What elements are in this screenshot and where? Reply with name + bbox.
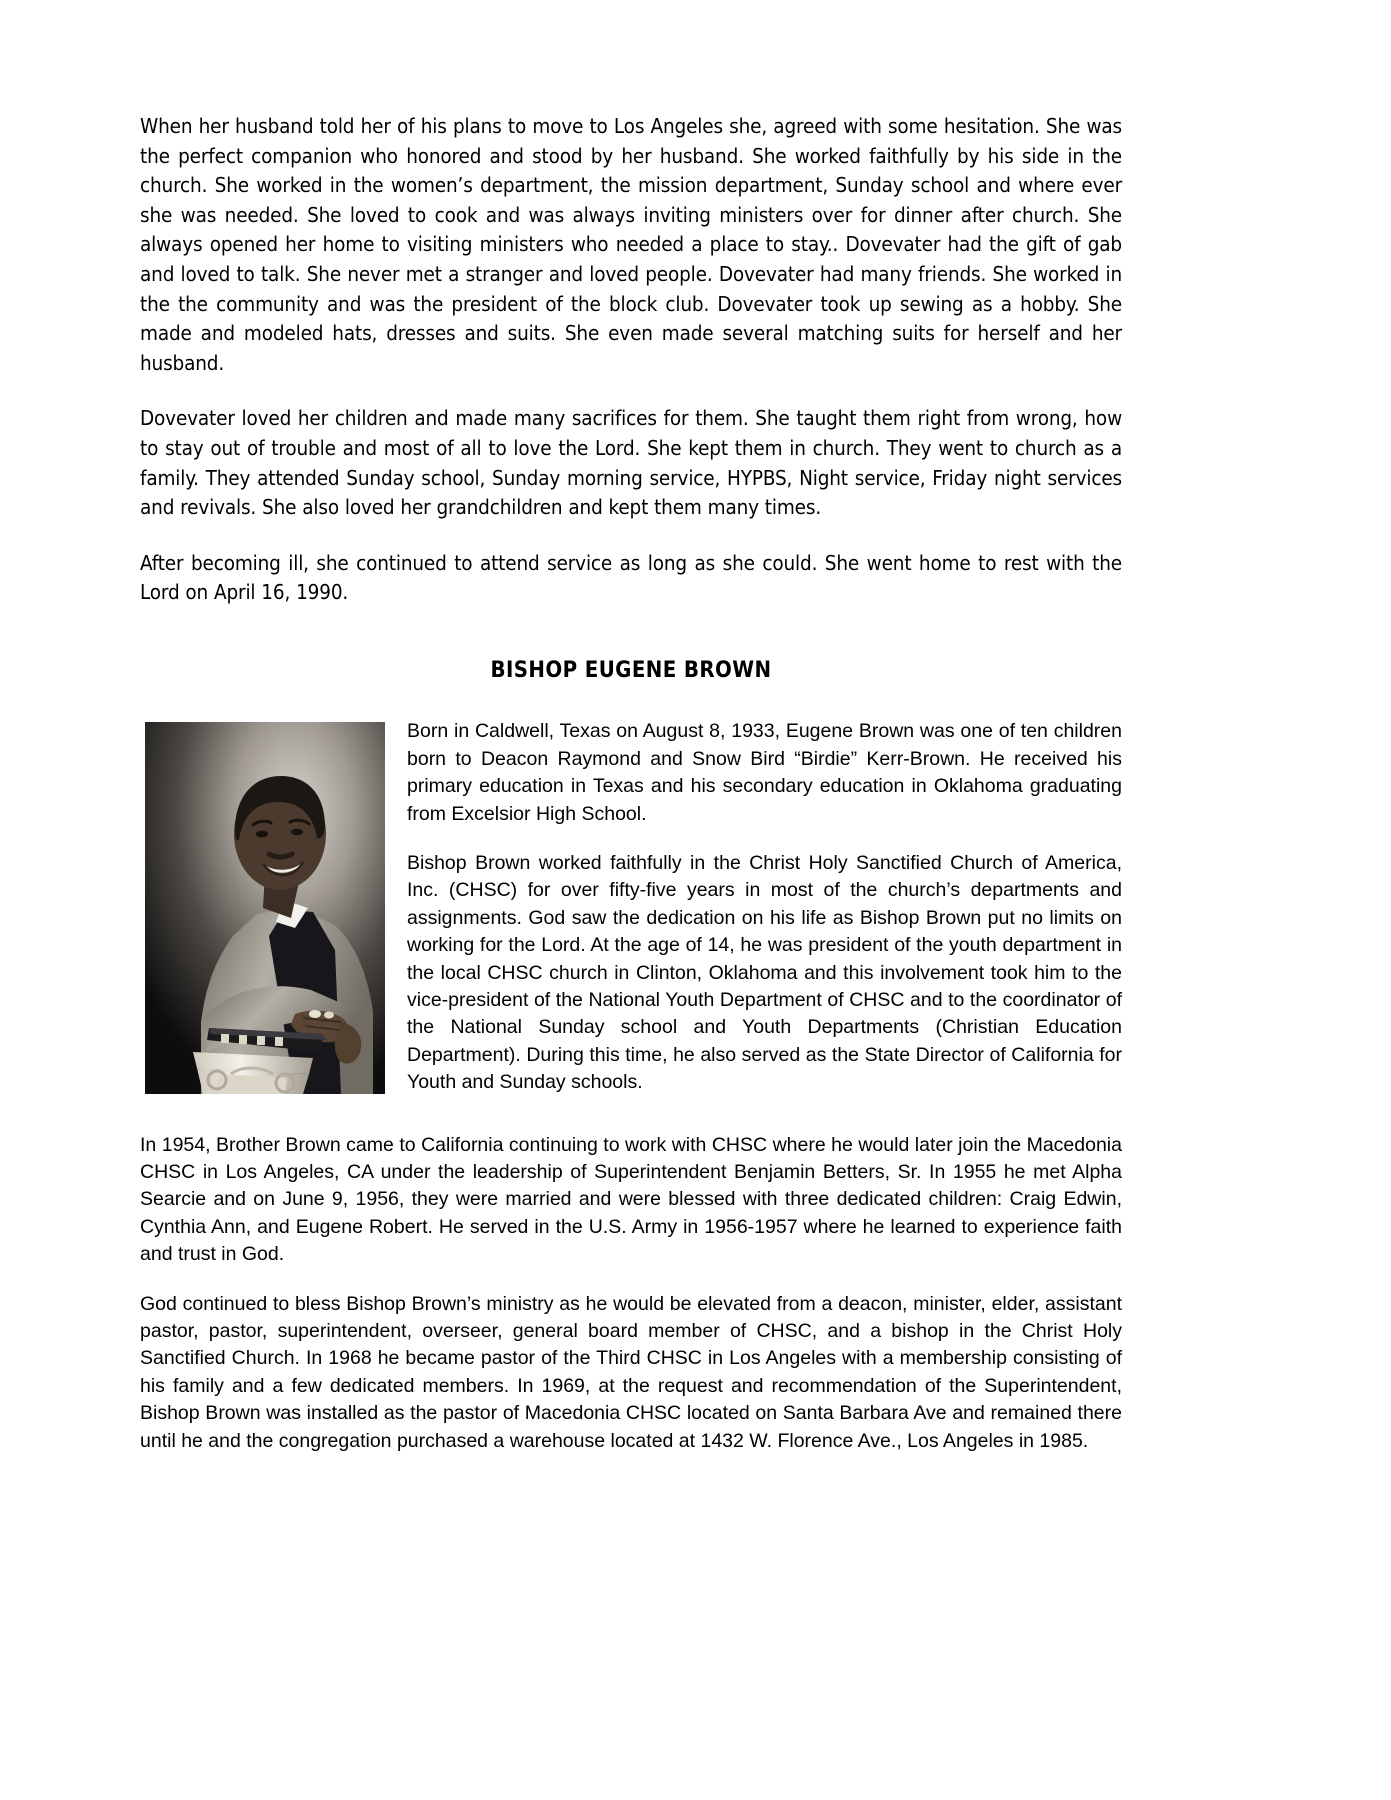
portrait-photo xyxy=(145,722,385,1094)
section-bishop-brown-continued xyxy=(140,1132,1122,1455)
page-content xyxy=(140,112,1122,1477)
portrait-photo-wrapper xyxy=(145,722,385,1094)
section-bishop-brown xyxy=(140,718,1122,1117)
page-title: BISHOP EUGENE BROWN xyxy=(490,657,772,683)
paragraph-dovevater-3: After becoming ill, she continued to attend service as long as she could. She went home to rest with the Lord on April 16, 1990. xyxy=(140,550,1122,605)
paragraph-brown-full-1: In 1954, Brother Brown came to California continuing to work with CHSC where he would later join the Macedonia CHSC in Los Angeles, CA under the leadership of Superintendent Benjamin Betters, Sr. In 1955 he met Alpha Searcie and on June 9, 1956, they were married and were blessed with three dedicated children: Craig Edwin, Cynthia Ann, and Eugene Robert. He served in the U.S. Army in 1956-1957 where he learned to experience faith and trust in God. xyxy=(140,1133,1122,1266)
paragraph-brown-wrapped-1: Born in Caldwell, Texas on August 8, 1933, Eugene Brown was one of ten children born to Deacon Raymond and Snow Bird “Birdie” Kerr-Brown. He received his primary education in Texas and his secondary education in Oklahoma graduating from Excelsior High School. xyxy=(407,720,1122,825)
paragraph-brown-full-2: God continued to bless Bishop Brown’s ministry as he would be elevated from a deacon, minister, elder, assistant pastor, pastor, superintendent, overseer, general board member of CHSC, and a bishop in the Christ Holy Sanctified Church. In 1968 he became pastor of the Third CHSC in Los Angeles with a membership consisting of his family and a few dedicated members. In 1969, at the request and recommendation of the Superintendent, Bishop Brown was installed as the pastor of Macedonia CHSC located on Santa Barbara Ave and remained there until he and the congregation purchased a warehouse located at 1432 W. Florence Ave., Los Angeles in 1985. xyxy=(140,1292,1122,1452)
section-dovevater xyxy=(140,112,1122,608)
paragraph-dovevater-1: When her husband told her of his plans to move to Los Angeles she, agreed with some hesitation. She was the perfect companion who honored and stood by her husband. She worked faithfully by his side in the church. She worked in the women’s department, the mission department, Sunday school and where ever she was needed. She loved to cook and was always inviting ministers over for dinner after church. She always opened her home to visiting ministers who needed a place to stay.. Dovevater had the gift of gab and loved to talk. She never met a stranger and loved people. Dovevater had many friends. She worked in the the community and was the president of the block club. Dovevater took up sewing as a hobby. She made and modeled hats, dresses and suits. She even made several matching suits for herself and her husband. xyxy=(140,114,1122,375)
portrait-photo-image xyxy=(145,722,385,1094)
paragraph-dovevater-2: Dovevater loved her children and made many sacrifices for them. She taught them right from wrong, how to stay out of trouble and most of all to love the Lord. She kept them in church. They went to church as a family. They attended Sunday school, Sunday morning service, HYPBS, Night service, Friday night services and revivals. She also loved her grandchildren and kept them many times. xyxy=(140,406,1122,520)
paragraph-brown-wrapped-2: Bishop Brown worked faithfully in the Christ Holy Sanctified Church of America, Inc. (CHSC) for over fifty-five years in most of the church’s departments and assignments. God saw the dedication on his life as Bishop Brown put no limits on working for the Lord. At the age of 14, he was president of the youth department in the local CHSC church in Clinton, Oklahoma and this involvement took him to the vice-president of the National Youth Department of CHSC and to the coordinator of the National Sunday school and Youth Departments (Christian Education Department). During this time, he also served as the State Director of California for Youth and Sunday schools. xyxy=(407,851,1122,1094)
